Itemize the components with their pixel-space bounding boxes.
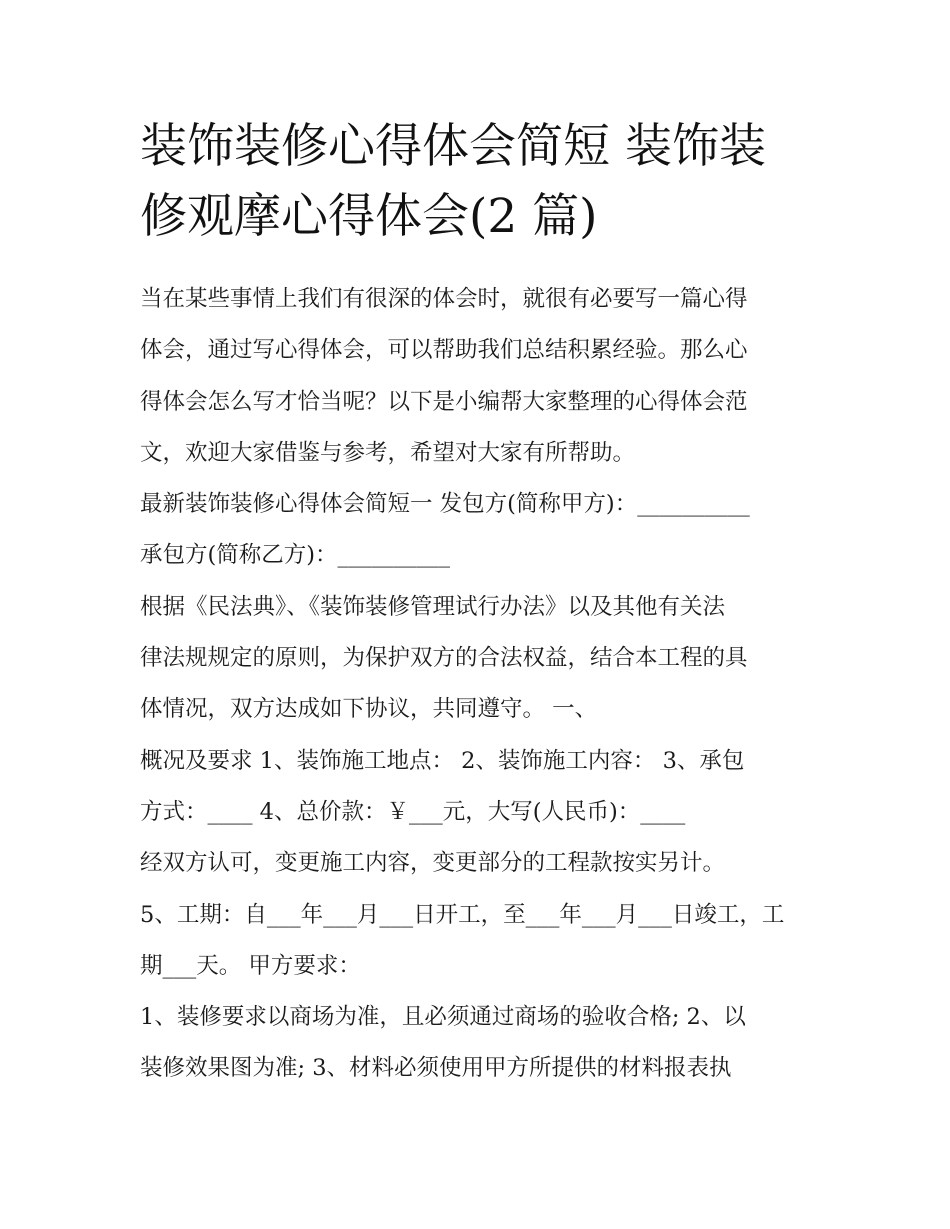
body-line: 5、工期：自___年___月___日开工，至___年___月___日竣工，工	[140, 901, 785, 928]
body-line: 体会，通过写心得体会，可以帮助我们总结积累经验。那么心	[140, 337, 748, 364]
title-line: 修观摩心得体会(2 篇)	[140, 189, 598, 244]
title-line: 装饰装修心得体会简短 装饰装	[140, 119, 766, 174]
body-line: 体情况，双方达成如下协议，共同遵守。 一、	[140, 696, 598, 723]
body-line: 根据《民法典》、《装饰装修管理试行办法》以及其他有关法	[140, 593, 726, 620]
body-line: 经双方认可，变更施工内容，变更部分的工程款按实另计。	[140, 850, 726, 877]
body-line: 最新装饰装修心得体会简短一 发包方(简称甲方)：__________	[140, 491, 750, 518]
body-line: 概况及要求 1、装饰施工地点： 2、装饰施工内容： 3、承包	[140, 747, 745, 774]
body-line: 方式：____ 4、总价款：￥___元，大写(人民币)：____	[140, 798, 686, 825]
body-line: 期___天。 甲方要求：	[140, 952, 361, 979]
document-title	[140, 112, 820, 252]
body-line: 文，欢迎大家借鉴与参考，希望对大家有所帮助。	[140, 439, 636, 466]
document-body	[140, 274, 830, 1095]
body-line: 当在某些事情上我们有很深的体会时，就很有必要写一篇心得	[140, 286, 748, 312]
body-line: 律法规规定的原则，为保护双方的合法权益，结合本工程的具	[140, 645, 748, 672]
body-line: 承包方(简称乙方)：__________	[140, 542, 451, 569]
body-line: 1、装修要求以商场为准，且必须通过商场的验收合格; 2、以	[140, 1004, 746, 1031]
body-line: 得体会怎么写才恰当呢？以下是小编帮大家整理的心得体会范	[140, 388, 748, 415]
body-line: 装修效果图为准; 3、材料必须使用甲方所提供的材料报表执	[140, 1055, 732, 1082]
